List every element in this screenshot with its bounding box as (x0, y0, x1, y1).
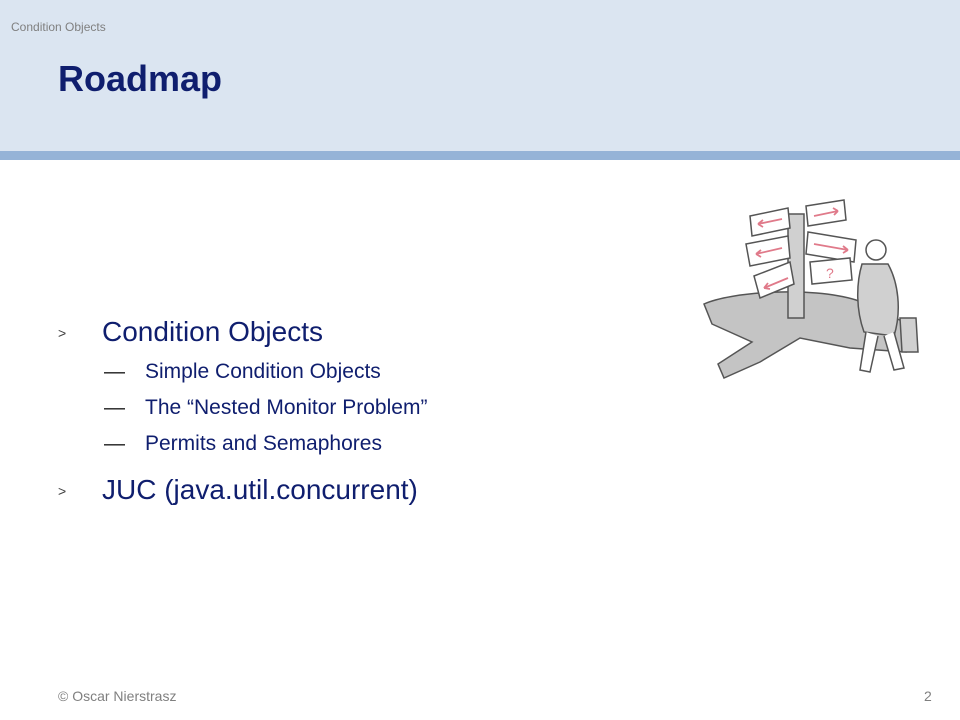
figure-coat (858, 264, 899, 336)
slide-title: Roadmap (58, 58, 223, 99)
bullet-marker-icon: > (58, 325, 67, 341)
outline-item-condition-objects (58, 316, 323, 348)
signpost-thinker-illustration (690, 192, 930, 397)
sign-question-mark: ? (826, 265, 834, 281)
figure-head (866, 240, 886, 260)
outline-subitem-label: Permits and Semaphores (145, 432, 382, 455)
page-number: 2 (924, 688, 932, 704)
outline-subitem-label: Simple Condition Objects (145, 360, 381, 383)
outline-subitem-label: The “Nested Monitor Problem” (145, 396, 428, 419)
dash-marker-icon: — (104, 432, 125, 455)
outline-item-label: Condition Objects (102, 316, 324, 347)
footer-author: © Oscar Nierstrasz (58, 688, 177, 704)
dash-marker-icon: — (104, 360, 125, 383)
header-rule (0, 151, 960, 160)
outline-item-label: JUC (java.util.concurrent) (102, 474, 418, 505)
dash-marker-icon: — (104, 396, 125, 419)
running-head: Condition Objects (11, 20, 106, 34)
bullet-marker-icon: > (58, 483, 67, 499)
outline-subitem (104, 432, 382, 456)
outline-subitem (104, 396, 427, 420)
briefcase (900, 318, 918, 352)
outline-subitem (104, 360, 381, 384)
outline-item-juc (58, 474, 418, 506)
